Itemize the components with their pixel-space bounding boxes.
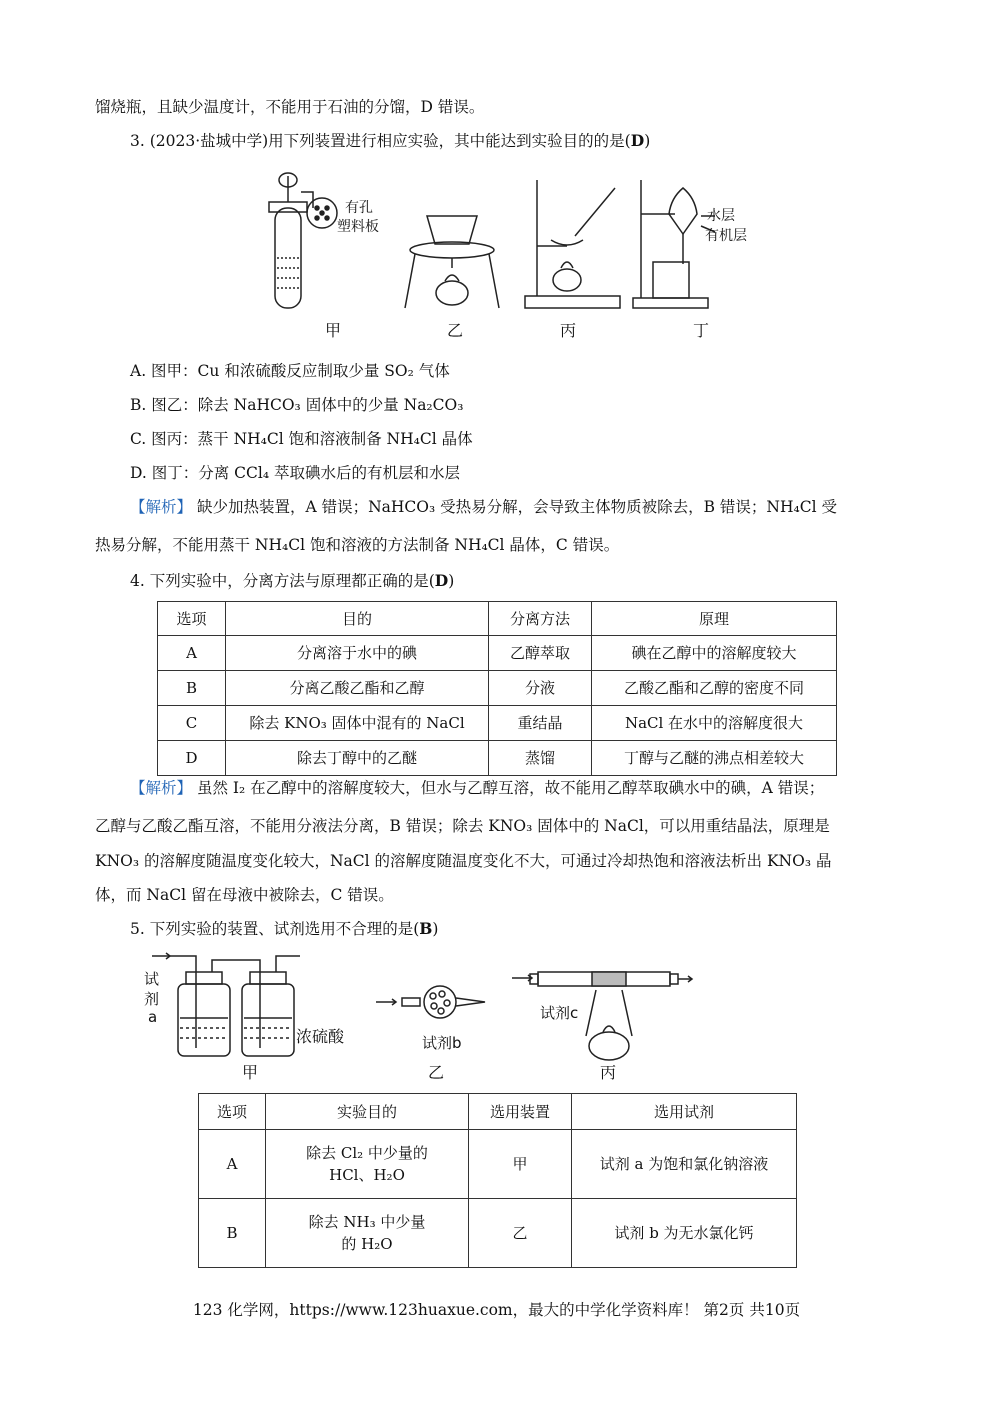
label-plastic-board: 塑料板 <box>337 219 379 235</box>
apparatus-ding <box>633 180 715 308</box>
q4-cell-method: 分液 <box>489 671 592 706</box>
label-bing: 丙 <box>560 321 577 340</box>
apparatus-jia <box>152 953 300 1056</box>
q4-cell-method: 乙醇萃取 <box>489 636 592 671</box>
apparatus-jia <box>269 173 337 308</box>
q5-stem-text: 5. 下列实验的装置、试剂选用不合理的是( <box>130 920 420 938</box>
q5-apparatus-figure <box>140 948 720 1086</box>
q4-header-aim: 目的 <box>226 602 489 636</box>
q5-answer: B <box>419 919 433 938</box>
apparatus-yi <box>376 986 485 1018</box>
label-reagent-c: 试剂c <box>540 1004 579 1022</box>
q3-option-c: C. 图丙：蒸干 NH₄Cl 饱和溶液制备 NH₄Cl 晶体 <box>130 430 473 448</box>
analysis-tag: 【解析】 <box>130 779 193 797</box>
table-row <box>158 636 837 671</box>
q4-answer: D <box>434 571 449 590</box>
q4-cell-method: 重结晶 <box>489 706 592 741</box>
q4-stem <box>130 570 454 592</box>
q4-stem-text: 4. 下列实验中，分离方法与原理都正确的是( <box>130 572 435 590</box>
q5-header-aim: 实验目的 <box>266 1094 469 1130</box>
q4-cell-method: 蒸馏 <box>489 741 592 776</box>
q5-stem <box>130 918 438 940</box>
q4-analysis-line-3: KNO₃ 的溶解度随温度变化较大，NaCl 的溶解度随温度变化不大，可通过冷却热饱和溶液法析出 KNO₃ 晶 <box>95 852 832 870</box>
apparatus-yi <box>405 216 499 308</box>
label-perforated: 有孔 <box>345 200 373 216</box>
table-row <box>199 1130 797 1199</box>
q5-cell-reagent: 试剂 b 为无水氯化钙 <box>572 1199 797 1268</box>
q5-cell-device: 乙 <box>469 1199 572 1268</box>
q5-cell-aim <box>266 1130 469 1199</box>
q4-analysis-text-1: 虽然 I₂ 在乙醇中的溶解度较大，但水与乙醇互溶，故不能用乙醇萃取碘水中的碘，A 错误； <box>196 779 825 797</box>
q3-analysis-line-1 <box>130 496 837 518</box>
q4-cell-option: D <box>158 741 226 776</box>
label-bing: 丙 <box>600 1063 617 1082</box>
q5-header-row <box>199 1094 797 1130</box>
q4-header-option: 选项 <box>158 602 226 636</box>
q3-analysis-text-1: 缺少加热装置，A 错误；NaHCO₃ 受热易分解，会导致主体物质被除去，B 错误；NH₄Cl 受 <box>196 498 837 516</box>
label-reagent-a-3: a <box>148 1008 158 1026</box>
q3-stem-text: 3. (2023·盐城中学)用下列装置进行相应实验，其中能达到实验目的的是( <box>130 132 631 150</box>
q5-cell-aim <box>266 1199 469 1268</box>
page-footer: 123 化学网，https://www.123huaxue.com，最大的中学化学资料库！ 第2页 共10页 <box>192 1301 801 1319</box>
q5-cell-aim-line-2: HCl、H₂O <box>329 1166 405 1184</box>
q3-apparatus-figure <box>255 168 765 346</box>
q4-table <box>157 601 837 776</box>
q3-analysis-line-2: 热易分解，不能用蒸干 NH₄Cl 饱和溶液的方法制备 NH₄Cl 晶体，C 错误。 <box>95 536 620 554</box>
label-water-layer: 水层 <box>707 208 735 224</box>
q5-cell-aim-line-2: 的 H₂O <box>341 1235 393 1253</box>
analysis-tag: 【解析】 <box>130 498 193 516</box>
table-row <box>199 1199 797 1268</box>
q4-cell-option: A <box>158 636 226 671</box>
q4-cell-option: C <box>158 706 226 741</box>
q5-cell-aim-line-1: 除去 NH₃ 中少量 <box>308 1213 426 1231</box>
q5-table <box>198 1093 797 1268</box>
q3-close: ) <box>644 132 651 150</box>
q4-header-row <box>158 602 837 636</box>
q5-header-reagent: 选用试剂 <box>572 1094 797 1130</box>
q3-option-d: D. 图丁：分离 CCl₄ 萃取碘水后的有机层和水层 <box>130 464 460 482</box>
label-reagent-b: 试剂b <box>422 1034 462 1052</box>
q4-cell-aim: 除去 KNO₃ 固体中混有的 NaCl <box>226 706 489 741</box>
q5-cell-option: B <box>199 1199 266 1268</box>
q4-header-method: 分离方法 <box>489 602 592 636</box>
q5-cell-option: A <box>199 1130 266 1199</box>
label-jia: 甲 <box>242 1063 259 1082</box>
label-yi: 乙 <box>428 1063 445 1082</box>
q4-cell-aim: 分离乙酸乙酯和乙醇 <box>226 671 489 706</box>
q4-cell-principle: 丁醇与乙醚的沸点相差较大 <box>592 741 837 776</box>
label-jia: 甲 <box>325 321 342 340</box>
q4-cell-principle: 乙酸乙酯和乙醇的密度不同 <box>592 671 837 706</box>
q4-cell-aim: 除去丁醇中的乙醚 <box>226 741 489 776</box>
table-row <box>158 706 837 741</box>
q4-analysis-line-2: 乙醇与乙酸乙酯互溶，不能用分液法分离，B 错误；除去 KNO₃ 固体中的 NaCl，可以用重结晶法，原理是 <box>95 817 830 835</box>
q4-cell-principle: NaCl 在水中的溶解度很大 <box>592 706 837 741</box>
q5-cell-device: 甲 <box>469 1130 572 1199</box>
table-row <box>158 671 837 706</box>
q3-stem <box>130 130 650 152</box>
q5-header-device: 选用装置 <box>469 1094 572 1130</box>
q4-cell-aim: 分离溶于水中的碘 <box>226 636 489 671</box>
q4-cell-principle: 碘在乙醇中的溶解度较大 <box>592 636 837 671</box>
q3-option-b: B. 图乙：除去 NaHCO₃ 固体中的少量 Na₂CO₃ <box>130 396 464 414</box>
label-reagent-a-1: 试 <box>144 970 160 988</box>
q4-close: ) <box>448 572 455 590</box>
q4-cell-option: B <box>158 671 226 706</box>
q5-cell-aim-line-1: 除去 Cl₂ 中少量的 <box>306 1144 428 1162</box>
q5-cell-reagent: 试剂 a 为饱和氯化钠溶液 <box>572 1130 797 1199</box>
continued-line: 馏烧瓶，且缺少温度计，不能用于石油的分馏，D 错误。 <box>95 98 485 116</box>
q4-header-principle: 原理 <box>592 602 837 636</box>
q3-answer: D <box>630 131 645 150</box>
label-yi: 乙 <box>447 321 464 340</box>
q4-analysis-line-4: 体，而 NaCl 留在母液中被除去，C 错误。 <box>95 886 394 904</box>
label-organic-layer: 有机层 <box>705 228 747 244</box>
apparatus-bing <box>525 180 620 308</box>
label-conc-acid: 浓硫酸 <box>296 1027 345 1046</box>
table-row <box>158 741 837 776</box>
q5-close: ) <box>432 920 439 938</box>
q5-header-option: 选项 <box>199 1094 266 1130</box>
q3-option-a: A. 图甲：Cu 和浓硫酸反应制取少量 SO₂ 气体 <box>130 362 450 380</box>
q4-analysis-line-1 <box>130 777 824 799</box>
apparatus-bing <box>512 972 692 1060</box>
label-ding: 丁 <box>693 321 710 340</box>
label-reagent-a-2: 剂 <box>144 990 160 1008</box>
